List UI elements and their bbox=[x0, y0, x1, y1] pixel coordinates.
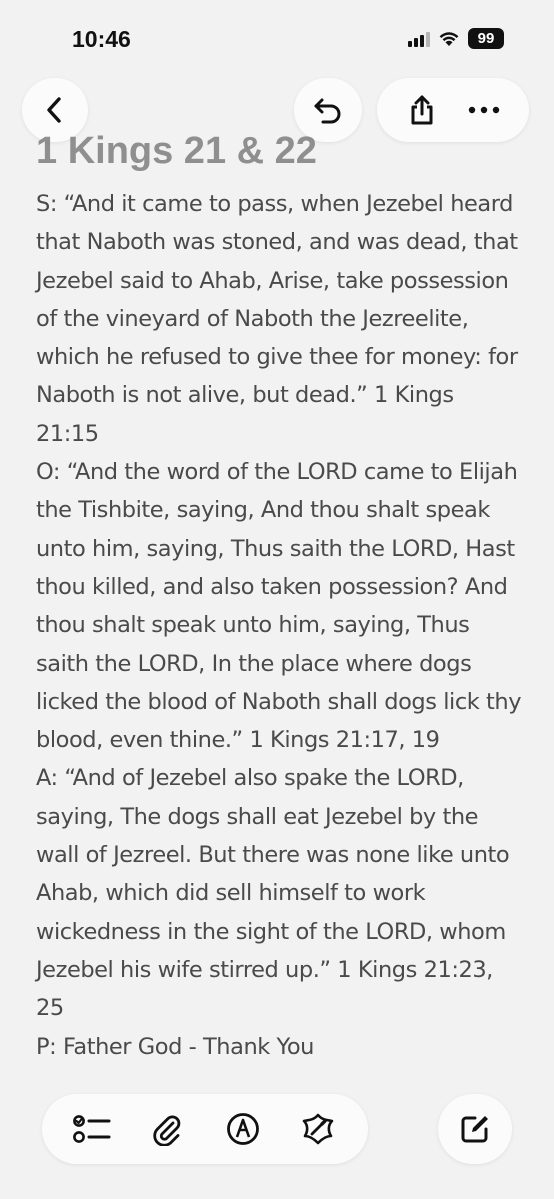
status-time: 10:46 bbox=[72, 26, 131, 52]
attachment-button[interactable] bbox=[145, 1107, 189, 1151]
status-bar bbox=[0, 0, 554, 70]
chevron-left-icon bbox=[44, 96, 66, 124]
markup-button[interactable] bbox=[221, 1107, 265, 1151]
paperclip-icon bbox=[152, 1112, 182, 1146]
status-icons bbox=[408, 28, 504, 49]
undo-arrow-icon bbox=[312, 95, 344, 125]
pen-circle-icon bbox=[226, 1112, 260, 1146]
bottom-toolbar bbox=[42, 1094, 368, 1164]
compose-icon bbox=[459, 1113, 491, 1145]
note-paragraph-s: S: “And it came to pass, when Jezebel heard that Naboth was stoned, and was dead, that Jezebel said to Ahab, Arise, take possession of the vineyard of Naboth the Jezreelite, which he refused to give thee for money: for Naboth is not alive, but dead.” 1 Kings 21:15 bbox=[36, 191, 518, 447]
note-actions-group bbox=[377, 78, 529, 142]
battery-indicator: 99 bbox=[468, 28, 504, 49]
ellipsis-icon bbox=[468, 106, 500, 114]
cellular-signal-icon bbox=[408, 31, 430, 47]
more-button[interactable] bbox=[459, 85, 509, 135]
wifi-icon bbox=[438, 31, 460, 47]
note-paragraph-a: A: “And of Jezebel also spake the LORD, saying, The dogs shall eat Jezebel by the wall of Jezreel. But there was none like unto Ahab, which did sell himself to work wickedness in the sight of the LORD, whom Jezebel his wife stirred up.” 1 Kings 21:23, 25 bbox=[36, 765, 510, 1022]
compose-button[interactable] bbox=[438, 1094, 512, 1164]
note-paragraph-o: O: “And the word of the LORD came to Elijah the Tishbite, saying, And thou shalt speak unto him, saying, Thus saith the LORD, Hast thou killed, and also taken possession? And thou shalt speak unto him, saying, Thus saith the LORD, In the place where dogs licked the blood of Naboth shall dogs lick thy blood, even thine.” 1 Kings 21:17, 19 bbox=[36, 459, 522, 754]
writing-tools-button[interactable] bbox=[296, 1107, 340, 1151]
note-title[interactable]: 1 Kings 21 & 22 bbox=[36, 130, 317, 172]
writing-tools-icon bbox=[300, 1111, 336, 1147]
note-body[interactable] bbox=[36, 185, 522, 1066]
note-paragraph-p: P: Father God - Thank You bbox=[36, 1033, 314, 1060]
checklist-button[interactable] bbox=[70, 1107, 114, 1151]
checklist-icon bbox=[73, 1114, 111, 1144]
share-icon bbox=[408, 94, 436, 126]
share-button[interactable] bbox=[397, 85, 447, 135]
